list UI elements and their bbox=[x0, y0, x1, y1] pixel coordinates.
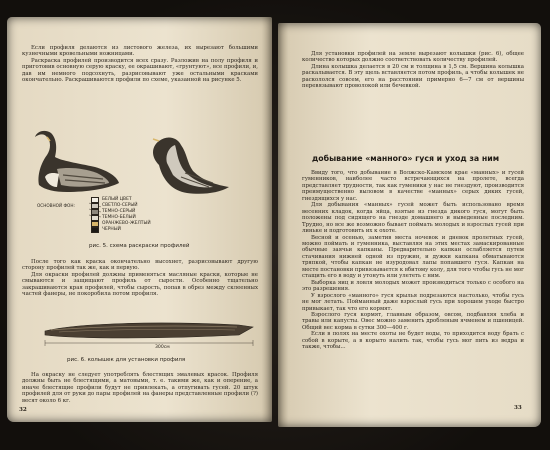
left-text-bottom bbox=[22, 372, 258, 404]
page-number-right: 33 bbox=[514, 405, 522, 411]
legend-label: ТЕМНО-БЕЛЫЙ bbox=[102, 215, 136, 220]
goose-silhouette-left bbox=[35, 131, 119, 192]
stake-figure bbox=[39, 313, 259, 353]
stake-shape bbox=[45, 323, 253, 338]
paragraph: Весной и осенью, заметив места ночевок и дневок пролетных гусей, можно поймать и гуменника, выставляя на этих местах замаскированные обычные заячьи капканы. Предварительно капкан ослабляется путем стачивания нижней одной из пружин, и дужки капкана обматываются тряпкой, чтобы капкан не изуродовал лапы попавшего гуся. Капкан на месте постановки привязывается к вбитому колу, для того чтобы гусь не мог стащить его в воду и утонуть или улететь с ним. bbox=[302, 234, 524, 280]
paragraph: На окраску не следует употреблять блестящих эмалевых красок. Профиля должны быть не блестящими, а матовыми, т. е. такими же, как и оперение, а иначе блестящие профили будут не привлекать, а отпугивать гусей. 20 штук профилей для от руки до пары профилей на фанеры представленные профили (?) весят около 6 кг. bbox=[22, 372, 258, 404]
paragraph: Взрослого гуся кормят, главным образом, овсом, подбавляя хлеба и травы или капусты. Овес можно заменить дробленым ячменем и пшеницей. Общий вес корма в сутки 300—400 г. bbox=[302, 311, 524, 331]
page-number-left: 32 bbox=[19, 407, 27, 413]
right-page bbox=[278, 23, 541, 427]
paragraph: Ввиду того, что добывание в Волжско-Камском крае «манных» и гусей гуменников, наиболее часто встречающихся на пролете, всегда представляет трудности, так как гуменики у нас не гнездуют, производится преимущественно выловом в качестве «манных» серых диких гусей, гнездящихся у нас. bbox=[302, 170, 524, 202]
legend-label: ЧЕРНЫЙ bbox=[102, 227, 121, 232]
left-text-top bbox=[22, 45, 258, 84]
legend-label: ОРАНЖЕВО-ЖЕЛТЫЙ bbox=[102, 221, 151, 226]
figure-6-caption: рис. 6. колышек для установки профиля bbox=[67, 357, 186, 363]
dimension-label: 300см bbox=[155, 345, 170, 350]
paragraph: Для окраски профилей должны применяться масляные краски, которые не смываются и защищают профиль от сырости. Особенно тщательно закрашиваются края профилей, чтобы сырость, попав в обрез между склеенных частей фанеры, не покоробила потом профиля. bbox=[22, 271, 258, 298]
paragraph: Если профиля делаются из листового железа, их вырезают большими кузнечными кровельными ножницами. bbox=[22, 45, 258, 58]
legend-row bbox=[91, 227, 151, 233]
left-page bbox=[7, 17, 272, 422]
section-heading: добывание «манного» гуся и уход за ним bbox=[312, 154, 500, 163]
paragraph: Длина колышка делается в 20 см и толщина в 1,5 см. Вершина колышка раскалывается. В эту щель вставляется потом профиль, а чтобы колышек не раскололся совсем, его на расстоянии примерно 6—7 см от вершины перевязывают проволокой или бечевкой. bbox=[302, 63, 524, 90]
legend-label: БЕЛЫЙ ЦВЕТ bbox=[102, 197, 132, 202]
paragraph: Для установки профилей на земле вырезают колышки (рис. 6), общее количество которых должно соответствовать количеству профилей. bbox=[302, 51, 524, 64]
legend-label: СВЕТЛО-СЕРЫЙ bbox=[102, 203, 138, 208]
legend-label: ТЕМНО-СЕРЫЙ bbox=[102, 209, 136, 214]
figure-5-caption: рис. 5. схема раскраски профилей bbox=[89, 243, 190, 249]
right-text-body bbox=[302, 170, 524, 351]
goose-silhouette-right bbox=[153, 138, 229, 194]
paragraph: Выборка яиц и ловля молодых может производиться только с особого на это разрешения. bbox=[302, 279, 524, 293]
color-legend bbox=[91, 197, 151, 233]
paragraph: Если в полях на месте охоты не будет воды, то приходится воду брать с собой в корыте, а в корыто налить так, чтобы гусь мог пить из ведра и также, чтобы... bbox=[302, 331, 524, 351]
right-text-top bbox=[302, 51, 524, 90]
left-text-middle bbox=[22, 259, 258, 298]
paragraph: Раскраска профилей производится всех сразу. Разложив на полу профиля и приготовив основную серую краску, ее окрашивают, «грунтуют», все профили, и, дав им немного подсохнуть, разрисовывают уже остальными красками окончательно. Раскрашиваются профили по схеме, указанной на рисунке 5. bbox=[22, 57, 258, 84]
legend-swatch bbox=[91, 227, 99, 233]
paragraph: У взрослого «манного» гуся крылья подрезаются настолько, чтобы гусь не мог летать. Пойманный даже взрослый гусь при хорошем уходе быстро привыкает, так что его кормят. bbox=[302, 292, 524, 312]
paragraph: После того как краска окончательно высохнет, разрисовывают другую сторону профилей так же, как и первую. bbox=[22, 259, 258, 272]
paragraph: Для добывания «манных» гусей может быть использовано время весенних кладок, когда яйца, взятые из гнезда дикого гуся, могут быть положены под сидящего на гнезде домашнего и выведенные последним. Трудно, но все же возможно бывает поймать молодых и взрослых гусей при линьке и подготовить их к охоте. bbox=[302, 202, 524, 235]
legend-title: ОСНОВНОЙ ФОН: bbox=[37, 203, 75, 208]
